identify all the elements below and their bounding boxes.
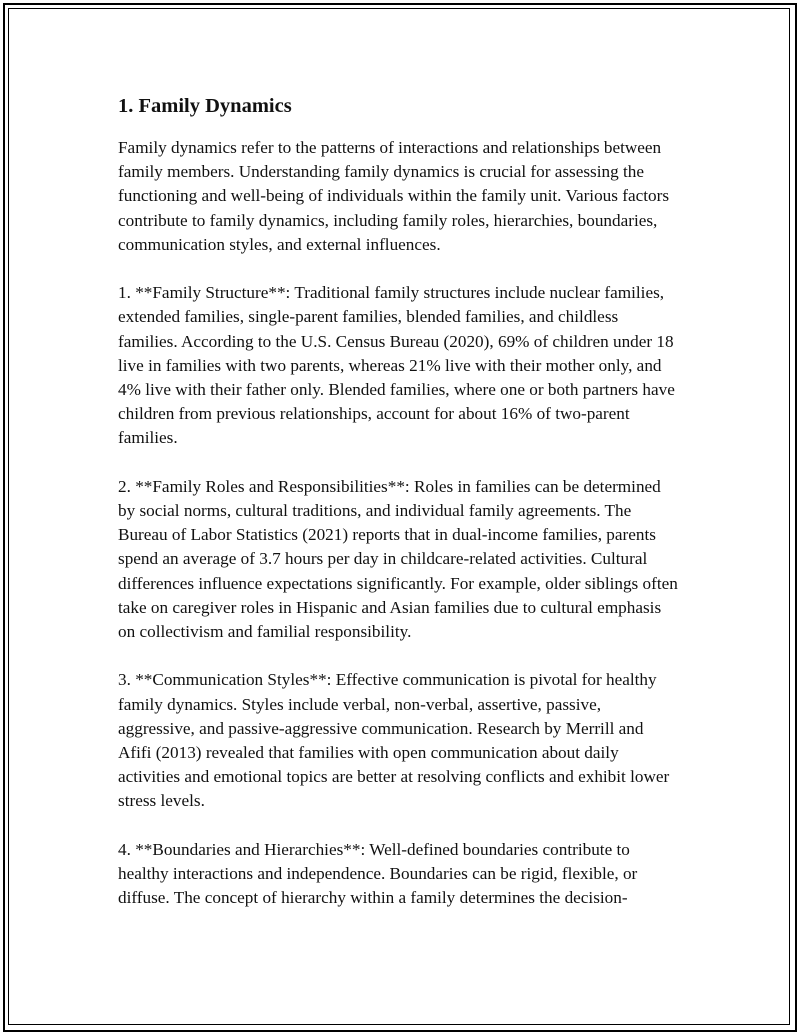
- boundaries-hierarchies-paragraph: 4. **Boundaries and Hierarchies**: Well-defined boundaries contribute to healthy interactions and independence. Boundaries can be rigid, flexible, or diffuse. The concept of hierarchy within a family determines the decision-: [118, 839, 638, 908]
- intro-paragraph: Family dynamics refer to the patterns of interactions and relationships between family members. Understanding family dynamics is crucial for assessing the functioning and well-being of individuals within the family unit. Various factors contribute to family dynamics, including family roles, hierarchies, boundaries, communication styles, and external influences.: [118, 138, 670, 254]
- document-body: [118, 92, 678, 935]
- communication-styles-paragraph: 3. **Communication Styles**: Effective communication is pivotal for healthy family dynamics. Styles include verbal, non-verbal, assertive, passive, aggressive, and passive-aggressive communication. Research by Merrill and Afifi (2013) revealed that families with open communication about daily activities and emotional topics are better at resolving conflicts and exhibit lower stress levels.: [118, 670, 670, 811]
- section-heading: 1. Family Dynamics: [118, 95, 292, 117]
- family-roles-paragraph: 2. **Family Roles and Responsibilities**: Roles in families can be determined by social norms, cultural traditions, and individual family agreements. The Bureau of Labor Statistics (2021) reports that in dual-income families, parents spend an average of 3.7 hours per day in childcare-related activities. Cultural differences influence expectations significantly. For example, older siblings often take on caregiver roles in Hispanic and Asian families due to cultural emphasis on collectivism and familial responsibility.: [118, 476, 678, 642]
- family-structure-paragraph: 1. **Family Structure**: Traditional family structures include nuclear families, extended families, single-parent families, blended families, and childless families. According to the U.S. Census Bureau (2020), 69% of children under 18 live in families with two parents, whereas 21% live with their mother only, and 4% live with their father only. Blended families, where one or both partners have children from previous relationships, account for about 16% of two-parent families.: [118, 283, 675, 448]
